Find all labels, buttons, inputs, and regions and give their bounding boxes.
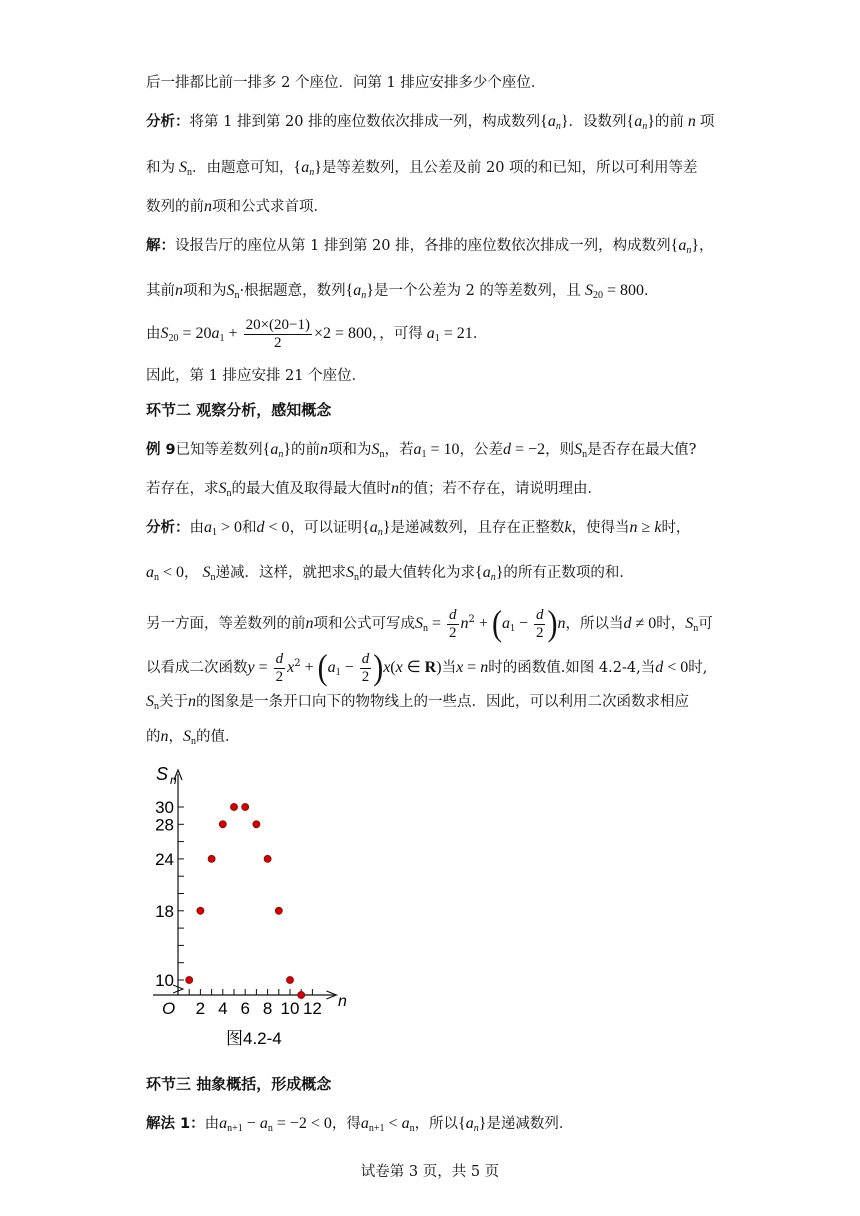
solution1-line1: 解：设报告厅的座位从第 1 排到第 20 排，各排的座位数依次排成一列，构成数列$\{a_n\}$，	[146, 237, 714, 256]
example9-line2: 若存在，求$S_n$的最大值及取得最大值时n的值；若不存在，请说明理由．	[146, 480, 602, 499]
analysis2-line3: 另一方面，等差数列的前n项和公式可写成$S_n$ = $\frac{d}{2}$ $n^2 + (a_1$ − $\frac{d}{2}$ )n，所以当d ≠ 0时，$S_n$可	[146, 603, 713, 644]
data-point	[264, 855, 271, 862]
data-point	[298, 991, 305, 998]
y-axis-label-sub: n	[170, 773, 177, 787]
analysis2-line5: $S_n$关于n的图象是一条开口向下的物物线上的一些点．因此，可以利用二次函数求相应	[146, 693, 689, 712]
method1-line1: 解法 1：由$a_{n+1} - a_n = -2 < 0$，得$a_{n+1} < a_n$，所以$\{a_n\}$是递减数列．	[146, 1115, 574, 1134]
data-point	[208, 855, 215, 862]
x-tick-labels	[196, 999, 322, 1018]
x-tick-label: 6	[240, 999, 250, 1018]
y-tick-label: 24	[155, 849, 174, 869]
solution1-line2: 其前n项和为$S_n\cdot$根据题意，数列$\{a_n\}$是一个公差为 2 的等差数列，且 $S_{20} = 800$．	[146, 282, 659, 301]
y-axis-label: S	[156, 764, 169, 784]
data-point	[219, 821, 226, 828]
analysis2-line6: 的n，$S_n$的值．	[146, 728, 240, 747]
figure-caption: 图4.2-4	[226, 1029, 282, 1048]
analysis1-line3: 数列的前n项和公式求首项．	[146, 198, 328, 215]
y-tick-label: 10	[155, 971, 174, 990]
data-point	[230, 803, 237, 810]
x-tick-label: 2	[195, 999, 206, 1018]
x-axis-label: n	[338, 993, 347, 1010]
example-label: 例 9	[146, 442, 176, 458]
data-point	[197, 907, 204, 914]
x-tick-label: 10	[280, 999, 300, 1018]
y-tick-label: 18	[155, 901, 174, 921]
x-tick-label: 8	[262, 999, 273, 1018]
example9-line1: 例 9已知等差数列$\{a_n\}$的前n项和为$S_n$，若$a_1 = 10$，公差d = −2，则$S_n$是否存在最大值?	[146, 441, 697, 460]
data-point	[275, 907, 282, 914]
analysis-label: 分析：	[146, 114, 190, 130]
data-point	[186, 976, 193, 983]
analysis2-line2: $a_n < 0$， $S_n$递减．这样，就把求$S_n$的最大值转化为求$\{a_n\}$的所有正数项的和．	[146, 564, 634, 583]
x-tick-label: 4	[218, 999, 228, 1018]
analysis-label: 分析：	[146, 520, 190, 536]
origin-label: O	[162, 999, 176, 1018]
page-footer: 试卷第 3 页，共 5 页	[360, 1164, 500, 1180]
data-point	[253, 821, 260, 828]
data-point	[242, 803, 249, 810]
analysis1-line1: 分析：将第 1 排到第 20 排的座位数依次排成一列，构成数列$\{a_n\}$．设数列$\{a_n\}$的前 n 项	[146, 113, 715, 132]
y-tick-label: 28	[155, 815, 174, 835]
analysis1-line2: 和为 $S_n$．由题意可知，$\{a_n\}$是等差数列，且公差及前 20 项的和已知，所以可利用等差	[146, 159, 698, 178]
x-tick-label: 12	[302, 999, 322, 1018]
method-label: 解法 1：	[146, 1116, 205, 1132]
sn-scatter-chart	[148, 760, 368, 1060]
section3-title: 环节三 抽象概括，形成概念	[146, 1075, 332, 1093]
data-points	[186, 803, 305, 998]
y-tick-labels	[155, 798, 174, 990]
solution1-line3: 由$S_{20} = 20a_1$ + $\frac{20\times(20-1)}{2}$ ×2 = 800，，可得 $a_1 = 21$．	[146, 316, 488, 351]
solution1-line4: 因此，第 1 排应安排 21 个座位．	[146, 368, 367, 384]
analysis2-line1: 分析：由$a_1 > 0$和d < 0，可以证明$\{a_n\}$是递减数列，且存在正整数k，使得当n ≥ k时，	[146, 519, 691, 538]
y-tick-label: 30	[155, 798, 174, 817]
paragraph-problem-end: 后一排都比前一排多 2 个座位．问第 1 排应安排多少个座位．	[146, 75, 546, 91]
section2-title: 环节二 观察分析，感知概念	[146, 401, 332, 419]
analysis2-line4: 以看成二次函数y = $\frac{d}{2}$ $x^2 + (a_1$ − $\frac{d}{2}$ )x(x ∈ R)当x = n时的函数值.如图 4.2-4,当d < 0时,	[146, 647, 708, 688]
data-point	[286, 976, 293, 983]
solution-label: 解：	[146, 238, 175, 254]
